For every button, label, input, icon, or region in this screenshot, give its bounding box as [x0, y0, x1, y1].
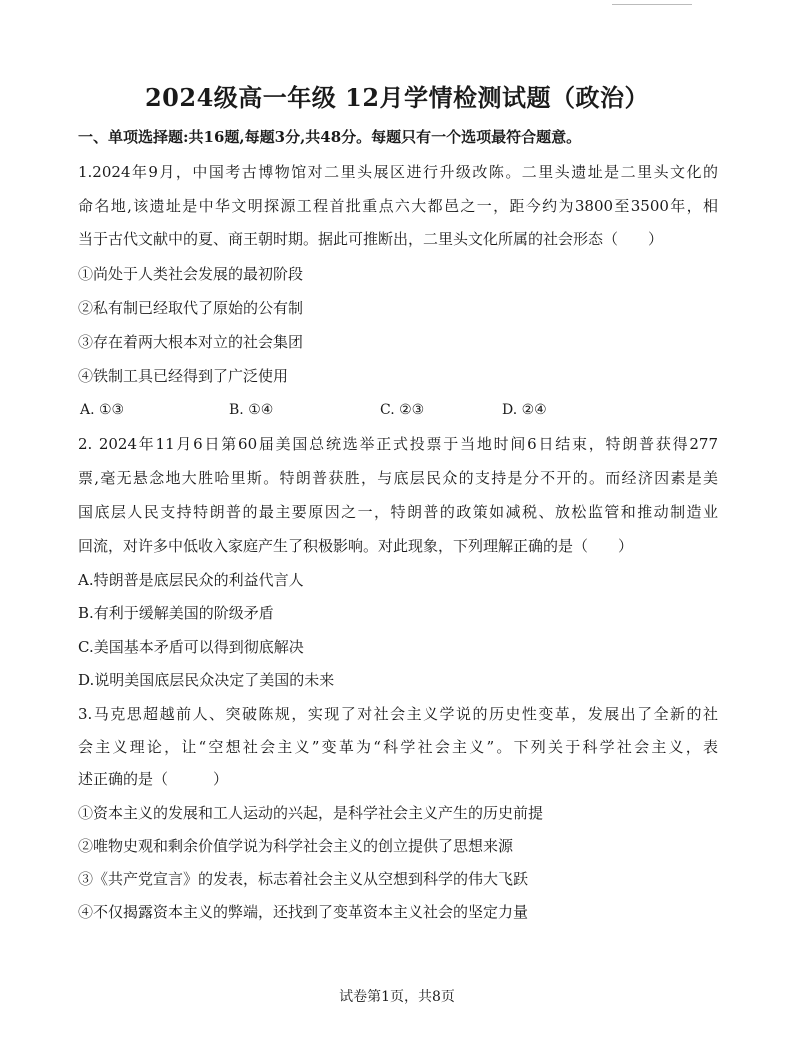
q2-stem-line-4: 回流，对许多中低收入家庭产生了积极影响。对此现象，下列理解正确的是（ ） [78, 537, 634, 555]
q1-stem-line-2: 命名地,该遗址是中华文明探源工程首批重点六大都邑之一，距今约为3800至3500年，相 [78, 197, 718, 215]
page-footer: 试卷第1页，共8页 [339, 989, 455, 1005]
q1-choice-b: B. ①④ [229, 402, 274, 418]
q3-item-1: ①资本主义的发展和工人运动的兴起，是科学社会主义产生的历史前提 [78, 804, 544, 822]
q3-stem-line-2: 会主义理论，让“空想社会主义”变革为“科学社会主义”。下列关于科学社会主义，表 [78, 738, 718, 756]
q1-item-3: ③存在着两大根本对立的社会集团 [78, 333, 304, 351]
q1-item-1: ①尚处于人类社会发展的最初阶段 [78, 265, 304, 283]
q1-choice-a: A. ①③ [80, 402, 125, 418]
q3-item-4: ④不仅揭露资本主义的弊端，还找到了变革资本主义社会的坚定力量 [78, 903, 529, 921]
section-heading: 一、单项选择题:共16题,每题3分,共48分。每题只有一个选项最符合题意。 [78, 128, 582, 146]
q3-stem-line-1: 3.马克思超越前人、突破陈规，实现了对社会主义学说的历史性变革，发展出了全新的社 [78, 705, 718, 723]
q2-stem-line-1: 2. 2024年11月6日第60届美国总统选举正式投票于当地时间6日结束，特朗普获得277 [78, 435, 718, 453]
scan-edge-mark [612, 0, 692, 5]
q2-choice-a: A.特朗普是底层民众的利益代言人 [78, 571, 304, 589]
q1-stem-line-3: 当于古代文献中的夏、商王朝时期。据此可推断出，二里头文化所属的社会形态（ ） [78, 230, 664, 248]
q3-stem-line-3: 述正确的是（ ） [78, 770, 229, 788]
q2-stem-line-2: 票,毫无悬念地大胜哈里斯。特朗普获胜，与底层民众的支持是分不开的。而经济因素是美 [78, 469, 718, 487]
q2-choice-d: D.说明美国底层民众决定了美国的未来 [78, 671, 335, 689]
q3-item-3: ③《共产党宣言》的发表，标志着社会主义从空想到科学的伟大飞跃 [78, 870, 529, 888]
page-title: 2024级高一年级 12月学情检测试题（政治） [144, 83, 650, 112]
q1-choice-d: D. ②④ [502, 402, 547, 418]
q2-choice-c: C.美国基本矛盾可以得到彻底解决 [78, 638, 304, 656]
q1-choice-c: C. ②③ [380, 402, 425, 418]
q1-item-4: ④铁制工具已经得到了广泛使用 [78, 367, 289, 385]
q1-stem-line-1: 1.2024年9月，中国考古博物馆对二里头展区进行升级改陈。二里头遗址是二里头文化的 [78, 163, 718, 181]
q3-item-2: ②唯物史观和剩余价值学说为科学社会主义的创立提供了思想来源 [78, 837, 514, 855]
q2-choice-b: B.有利于缓解美国的阶级矛盾 [78, 604, 274, 622]
q2-stem-line-3: 国底层人民支持特朗普的最主要原因之一，特朗普的政策如减税、放松监管和推动制造业 [78, 503, 718, 521]
q1-item-2: ②私有制已经取代了原始的公有制 [78, 299, 304, 317]
